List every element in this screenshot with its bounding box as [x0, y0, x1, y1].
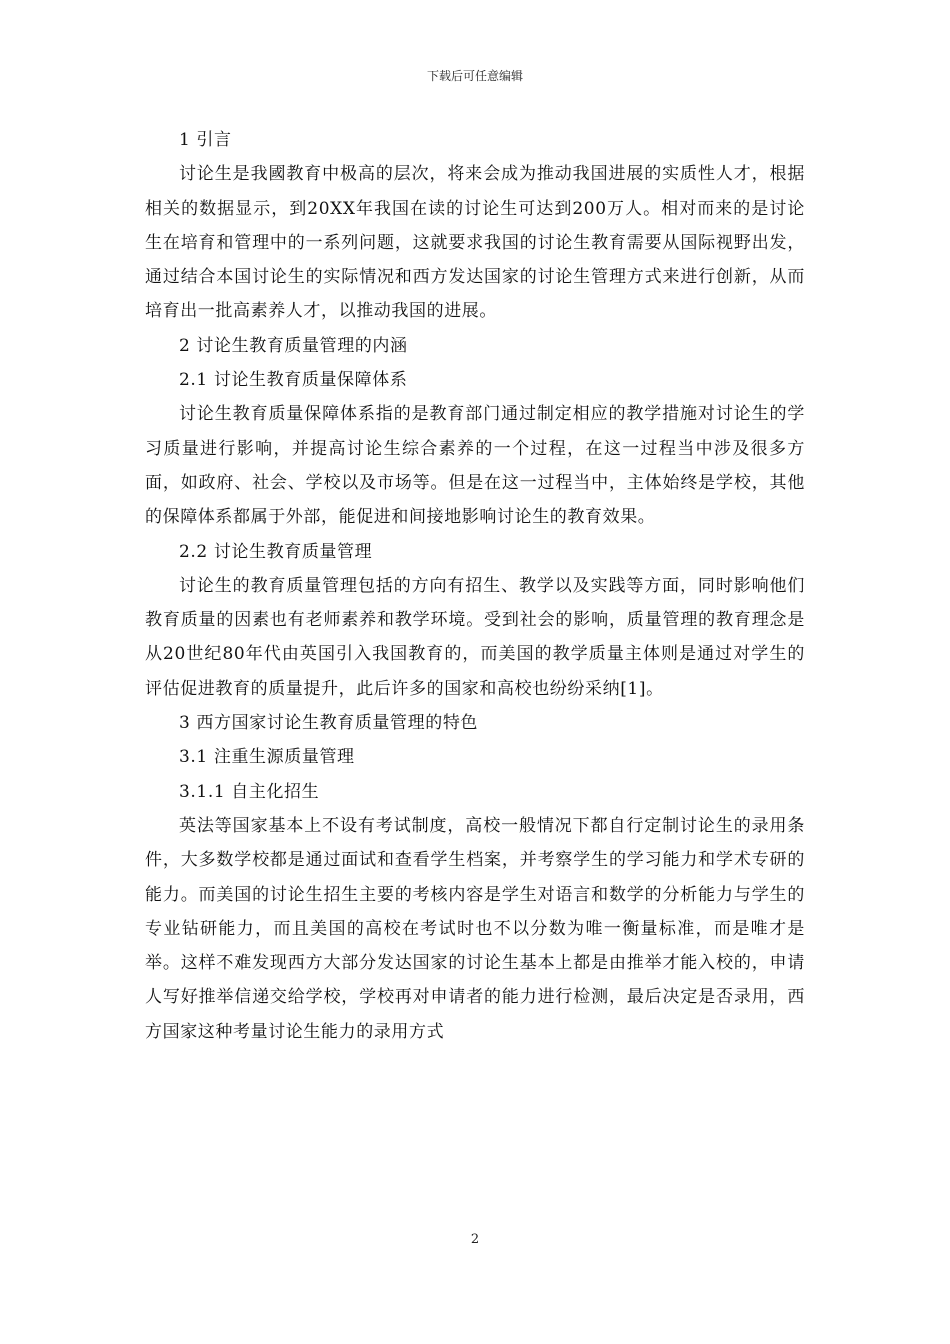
subsection-heading: 2.2 讨论生教育质量管理: [179, 541, 373, 562]
section-heading: 1 引言: [179, 130, 232, 150]
document-body: [145, 123, 805, 1049]
body-paragraph: 英法等国家基本上不设有考试制度，高校一般情况下都自行定制讨论生的录用条件，大多数学校都是通过面试和查看学生档案，并考察学生的学习能力和学术专研的能力。而美国的讨论生招生主要的考核内容是学生对语言和数学的分析能力与学生的专业钻研能力，而且美国的高校在考试时也不以分数为唯一衡量标准，而是唯才是举。这样不难发现西方大部分发达国家的讨论生基本上都是由推举才能入校的，申请人写好推举信递交给学校，学校再对申请者的能力进行检测，最后决定是否录用，西方国家这种考量讨论生能力的录用方式: [145, 815, 805, 1042]
page-header: 下载后可任意编辑: [426, 69, 523, 83]
page-number: 2: [470, 1232, 480, 1247]
body-paragraph: 讨论生是我國教育中极高的层次，将来会成为推动我国进展的实质性人才，根据相关的数据显示，到20XX年我国在读的讨论生可达到200万人。相对而来的是讨论生在培育和管理中的一系列问题，这就要求我国的讨论生教育需要从国际视野出发，通过结合本国讨论生的实际情况和西方发达国家的讨论生管理方式来进行创新，从而培育出一批高素养人才，以推动我国的进展。: [145, 164, 805, 322]
subsection-heading: 3.1 注重生源质量管理: [179, 747, 355, 768]
section-heading: 3 西方国家讨论生教育质量管理的特色: [179, 713, 479, 734]
subsection-heading: 2.1 讨论生教育质量保障体系: [179, 370, 408, 391]
body-paragraph: 讨论生的教育质量管理包括的方向有招生、教学以及实践等方面，同时影响他们教育质量的因素也有老师素养和教学环境。受到社会的影响，质量管理的教育理念是从20世纪80年代由英国引入我国教育的，而美国的教学质量主体则是通过对学生的评估促进教育的质量提升，此后许多的国家和高校也纷纷采纳[1]。: [145, 575, 805, 699]
body-paragraph: 讨论生教育质量保障体系指的是教育部门通过制定相应的教学措施对讨论生的学习质量进行影响，并提高讨论生综合素养的一个过程，在这一过程当中涉及很多方面，如政府、社会、学校以及市场等。但是在这一过程当中，主体始终是学校，其他的保障体系都属于外部，能促进和间接地影响讨论生的教育效果。: [145, 404, 805, 528]
section-heading: 2 讨论生教育质量管理的内涵: [179, 335, 408, 356]
subsubsection-heading: 3.1.1 自主化招生: [179, 781, 320, 802]
